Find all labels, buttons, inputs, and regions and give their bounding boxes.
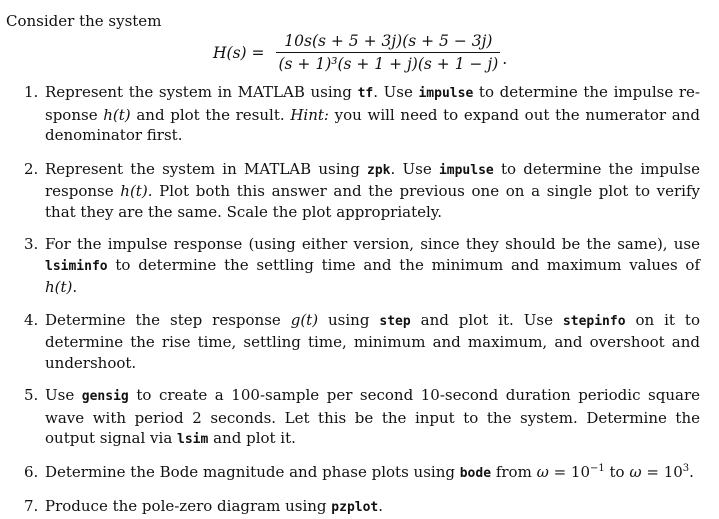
list-item: 7. Produce the pole-zero diagram using pzplot.	[24, 497, 384, 515]
item-number: 3.	[24, 235, 39, 253]
list-item: 2. Represent the system in MATLAB using zpk. Use impulse to determine the impulse response h(t). Plot both this answer and the previous one on a single plot to verify that they are the same. Scale the plot appropriately.	[24, 159, 700, 221]
math-symbol: ω	[629, 462, 642, 481]
exponent: −1	[590, 462, 605, 474]
code-keyword: step	[379, 313, 411, 329]
math-symbol: h(t)	[45, 278, 73, 296]
item-number: 6.	[24, 462, 39, 481]
item-number: 1.	[24, 83, 39, 101]
code-keyword: pzplot	[331, 500, 379, 515]
transfer-function-equation	[213, 32, 507, 73]
code-keyword: tf	[357, 86, 374, 101]
code-keyword: bode	[459, 465, 492, 481]
code-keyword: gensig	[81, 389, 129, 404]
list-item: 5. Use gensig to create a 100-sample per second 10-second duration periodic square wave with period 2 seconds. Let this be the input to the system. Determine the output signal via lsim and plot it.	[24, 386, 700, 447]
code-keyword: zpk	[367, 162, 391, 178]
code-keyword: lsiminfo	[45, 258, 108, 274]
task-list	[0, 82, 700, 519]
list-item: 4. Determine the step response g(t) using step and plot it. Use stepinfo on it to determine the rise time, settling time, minimum and maximum, and overshoot and undershoot.	[24, 310, 700, 372]
hint-label: Hint:	[290, 105, 329, 124]
math-symbol: h(t)	[120, 182, 148, 200]
item-number: 4.	[24, 310, 39, 329]
math-symbol: ω	[536, 462, 549, 481]
code-keyword: lsim	[177, 432, 209, 447]
item-number: 5.	[24, 386, 39, 404]
equation-fraction	[276, 32, 500, 73]
equation-numerator: 10s(s + 5 + 3j)(s + 5 − 3j)	[284, 32, 493, 50]
code-keyword: impulse	[438, 162, 494, 178]
equation-period: .	[502, 49, 508, 68]
equation-denominator: (s + 1)³(s + 1 + j)(s + 1 − j)	[278, 55, 499, 73]
exponent: 3	[682, 462, 690, 474]
item-number: 7.	[24, 497, 39, 515]
math-symbol: h(t)	[103, 105, 131, 124]
equation-lhs: H(s) =	[213, 43, 265, 62]
list-item: 1. Represent the system in MATLAB using tf. Use impulse to determine the impulse re-sponse h(t) and plot the result. Hint: you will need to expand out the numerator and denominator first.	[24, 83, 700, 144]
list-item: 6. Determine the Bode magnitude and phase plots using bode from $\omega = 10^{-1}$ to $\omega = 10^3$.	[24, 462, 694, 481]
code-keyword: stepinfo	[562, 313, 626, 329]
item-number: 2.	[24, 159, 39, 178]
list-item: 3. For the impulse response (using either version, since they should be the same), use lsiminfo to determine the settling time and the minimum and maximum values of h(t).	[24, 235, 700, 296]
intro-text: Consider the system	[6, 12, 162, 30]
math-symbol: g(t)	[290, 310, 319, 329]
code-keyword: impulse	[418, 86, 474, 101]
